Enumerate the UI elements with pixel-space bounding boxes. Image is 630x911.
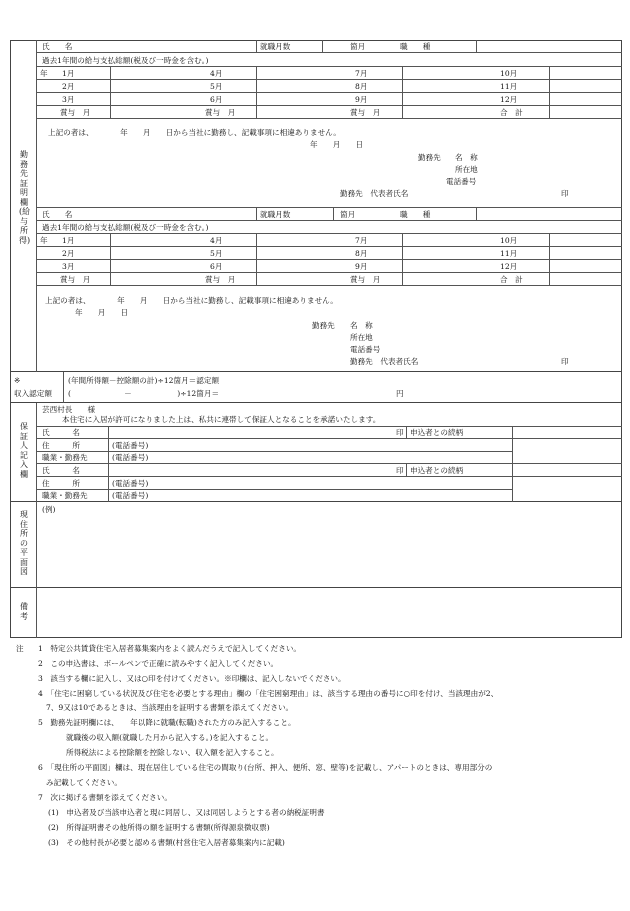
employer-rep: 勤務先 代表者氏名	[350, 357, 419, 366]
month-cell: 10月	[500, 236, 518, 245]
guarantor-phone: (電話番号)	[112, 453, 149, 462]
month-cell: 6月	[210, 95, 223, 104]
month-cell: 9月	[355, 95, 368, 104]
guarantor-work-label: 職業・勤務先	[42, 491, 88, 500]
month-cell: 5月	[210, 249, 223, 258]
month-cell: 11月	[500, 249, 518, 258]
cert-date: 年 月 日	[310, 140, 364, 149]
floorplan-section-label: 現住所の平面図	[20, 510, 28, 576]
employer-rep: 勤務先 代表者氏名	[340, 189, 409, 198]
salary-header: 過去1年間の給与支払総額(税及び一時金を含む。)	[42, 223, 209, 232]
month-cell: 8月	[355, 249, 368, 258]
bonus-cell: 賞与 月	[350, 108, 381, 117]
note-7-3: (3) その他村長が必要と認める書類(村営住宅入居者募集案内に記載)	[48, 838, 285, 847]
certification-text: 上記の者は、 年 月 日から当社に勤務し、記載事項に相違ありません。	[45, 296, 338, 305]
guarantor-phone: (電話番号)	[112, 479, 149, 488]
guarantor-seal: 印	[396, 428, 404, 437]
guarantor-statement: 本住宅に入居が許可になりました上は、私共に連帯して保証人となることを承諾いたします。	[62, 415, 381, 424]
guarantor-phone: (電話番号)	[112, 491, 149, 500]
guarantor-seal: 印	[396, 466, 404, 475]
months-label: 就職月数	[260, 42, 291, 51]
year-prefix: 年	[40, 236, 48, 245]
income-yen: 円	[396, 389, 404, 398]
months-unit: 箇月	[340, 210, 356, 219]
certification-text: 上記の者は、 年 月 日から当社に勤務し、記載事項に相違ありません。	[48, 128, 341, 137]
month-cell: 4月	[210, 236, 223, 245]
month-cell: 1月	[62, 69, 75, 78]
employer-phone: 電話番号	[446, 177, 477, 186]
notes-title: 注	[16, 644, 24, 653]
income-formula-2: ( － )÷12箇月＝	[68, 389, 220, 398]
name-label: 氏 名	[42, 210, 73, 219]
employment-section-label: 勤務先証明欄(給与所得)	[19, 150, 31, 245]
salary-header: 過去1年間の給与支払総額(税及び一時金を含む。)	[42, 56, 209, 65]
month-cell: 3月	[62, 262, 75, 271]
job-label: 職 種	[400, 42, 431, 51]
month-cell: 9月	[355, 262, 368, 271]
note-4-line-1: 4 「住宅に困窮している状況及び住宅を必要とする理由」欄の「住宅困窮理由」は、該当する理由の番号に○印を付け、当該理由が2、	[38, 689, 499, 698]
floorplan-section	[10, 502, 622, 588]
guarantor-name-label: 氏 名	[42, 428, 80, 437]
month-cell: 3月	[62, 95, 75, 104]
job-label: 職 種	[400, 210, 431, 219]
seal-mark: 印	[561, 189, 569, 198]
bonus-cell: 賞与 月	[60, 275, 91, 284]
month-cell: 1月	[62, 236, 75, 245]
seal-mark: 印	[561, 357, 569, 366]
note-5-b: 所得税法による控除額を控除しない、収入額を記入すること。	[66, 748, 279, 757]
employer-address: 所在地	[455, 165, 478, 174]
months-unit: 箇月	[350, 42, 366, 51]
bonus-cell: 賞与 月	[205, 275, 236, 284]
employer-address: 所在地	[350, 333, 373, 342]
month-cell: 2月	[62, 82, 75, 91]
year-prefix: 年	[40, 69, 48, 78]
note-7-2: (2) 所得証明書その他所得の額を証明する書類(所得源泉徴収票)	[48, 823, 270, 832]
bonus-cell: 賞与 月	[60, 108, 91, 117]
month-cell: 8月	[355, 82, 368, 91]
employer-label: 勤務先	[418, 153, 441, 162]
cert-date: 年 月 日	[75, 308, 129, 317]
note-7: 7 次に掲げる書類を添えてください。	[38, 793, 172, 802]
month-cell: 12月	[500, 95, 518, 104]
note-6-line-1: 6 「現住所の平面図」欄は、現在居住している住宅の間取り(台所、押入、便所、窓、壁等)を記載し、アパートのときは、専用部分の	[38, 763, 493, 772]
remarks-section	[10, 588, 622, 638]
guarantor-address-label: 住 所	[42, 479, 80, 488]
guarantor-relation: 申込者との続柄	[410, 466, 464, 475]
employer-name: 名 称	[455, 153, 478, 162]
income-mark: ※	[14, 376, 21, 385]
guarantor-name-label: 氏 名	[42, 466, 80, 475]
guarantor-work-label: 職業・勤務先	[42, 453, 88, 462]
note-1: 1 特定公共賃貸住宅入居者募集案内をよく読んだうえで記入してください。	[38, 644, 302, 653]
note-3: 3 該当する欄に記入し、又は○印を付けてください。※印欄は、記入しないでください。	[38, 674, 346, 683]
remarks-section-label: 備考	[20, 602, 28, 621]
month-cell: 12月	[500, 262, 518, 271]
total-cell: 合 計	[500, 108, 523, 117]
month-cell: 5月	[210, 82, 223, 91]
total-cell: 合 計	[500, 275, 523, 284]
employer-phone: 電話番号	[350, 345, 381, 354]
income-label: 収入認定額	[14, 389, 52, 398]
guarantor-address-label: 住 所	[42, 441, 80, 450]
employer-label: 勤務先	[312, 321, 335, 330]
month-cell: 11月	[500, 82, 518, 91]
note-2: 2 この申込書は、ボールペンで正確に読みやすく記入してください。	[38, 659, 279, 668]
month-cell: 10月	[500, 69, 518, 78]
employer-name: 名 称	[350, 321, 373, 330]
bonus-cell: 賞与 月	[350, 275, 381, 284]
floorplan-example: (例)	[42, 505, 56, 514]
month-cell: 2月	[62, 249, 75, 258]
month-cell: 7月	[355, 69, 368, 78]
name-label: 氏 名	[42, 42, 73, 51]
note-4-line-2: 7、9又は10であるときは、当該理由を証明する書類を添えてください。	[46, 703, 294, 712]
month-cell: 4月	[210, 69, 223, 78]
months-label: 就職月数	[260, 210, 291, 219]
note-5-a: 就職後の収入額(就職した月から記入する。)を記入すること。	[66, 733, 274, 742]
note-7-1: (1) 申込者及び当該申込者と現に同居し、又は同居しようとする者の納税証明書	[48, 808, 325, 817]
income-formula-1: (年間所得額－控除額の計)÷12箇月＝認定額	[68, 376, 220, 385]
guarantor-relation: 申込者との続柄	[410, 428, 464, 437]
guarantor-phone: (電話番号)	[112, 441, 149, 450]
note-5: 5 勤務先証明欄には、 年以降に就職(転職)された方のみ記入すること。	[38, 718, 296, 727]
note-6-line-2: み記載してください。	[46, 778, 122, 787]
bonus-cell: 賞与 月	[205, 108, 236, 117]
guarantor-addressee: 芸西村長 様	[42, 405, 96, 414]
month-cell: 6月	[210, 262, 223, 271]
guarantor-section-label: 保証人記入欄	[20, 422, 28, 479]
month-cell: 7月	[355, 236, 368, 245]
